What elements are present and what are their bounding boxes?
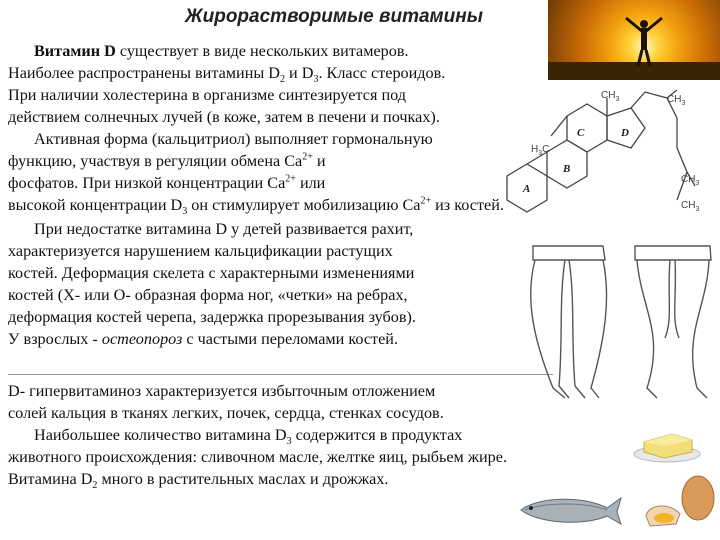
ring-d-label: D	[621, 127, 629, 139]
para1-line3: При наличии холестерина в организме синтезируется под	[8, 86, 406, 104]
para3-line3: костей. Деформация скелета с характерными изменениями	[8, 264, 415, 282]
person-silhouette-icon	[548, 0, 720, 80]
ch3-label-1: $CH_3$	[601, 90, 620, 103]
vitamin-d-molecule-diagram	[455, 88, 720, 218]
para2-line3: фосфатов. При низкой концентрации $Ca^{2+}$ или	[8, 173, 326, 192]
para2-line1: Активная форма (кальцитриол) выполняет гормональную	[34, 130, 433, 148]
para3-line2: характеризуется нарушением кальцификации растущих	[8, 242, 393, 260]
eggs-image	[640, 464, 720, 536]
para1-line1	[8, 40, 409, 63]
para5-line1: Наибольшее количество витамина $D_3$ содержится в продуктах	[34, 426, 463, 448]
para5-line3: Витамина $D_2$ много в растительных маслах и дрожжах.	[8, 470, 389, 492]
ring-b-label: B	[563, 163, 571, 175]
para2-line4: высокой концентрации $D_3$ он стимулирует мобилизацию $Ca^{2+}$ из костей.	[8, 195, 504, 218]
ring-c-label: C	[577, 127, 585, 139]
vitamin-d-bold: Витамин D	[34, 42, 116, 60]
fish-image	[515, 488, 625, 533]
para3-line6: У взрослых - остеопороз с частыми переломами костей.	[8, 330, 399, 348]
para3-line5: деформация костей черепа, задержка прорезывания зубов).	[8, 308, 416, 326]
para1-line4: действием солнечных лучей (в коже, затем в печени и почках).	[8, 108, 440, 126]
h3c-label: $H_3C$	[531, 144, 550, 157]
ring-a-label: A	[523, 183, 531, 195]
ch3-label-3: $CH_3$	[681, 174, 700, 187]
para3-line1: При недостатке витамина D у детей развивается рахит,	[34, 220, 414, 238]
ch3-label-2: $CH_3$	[667, 94, 686, 107]
para3-line4: костей (Х- или О- образная форма ног, «четки» на ребрах,	[8, 286, 408, 304]
section-divider	[8, 374, 553, 375]
para5-line2: животного происхождения: сливочном масле, желтке яиц, рыбьем жире.	[8, 448, 508, 466]
para1-line1-text: существует в виде нескольких витамеров.	[115, 42, 409, 60]
ch3-label-4: $CH_3$	[681, 200, 700, 213]
butter-image	[632, 424, 702, 464]
osteoporosis-italic: остеопороз	[101, 330, 183, 348]
para4-line2: солей кальция в тканях легких, почек, сердца, стенках сосудов.	[8, 404, 444, 422]
slide-title: Жирорастворимые витамины	[185, 6, 483, 27]
para4-line1: D- гипервитаминоз характеризуется избыточным отложением	[8, 382, 436, 400]
rickets-legs-illustration	[525, 238, 720, 408]
para2-line2: функцию, участвуя в регуляции обмена $Ca^{2+}$ и	[8, 151, 326, 170]
para1-line2: Наиболее распространены витамины $D_2$ и $D_3$. Класс стероидов.	[8, 64, 446, 86]
